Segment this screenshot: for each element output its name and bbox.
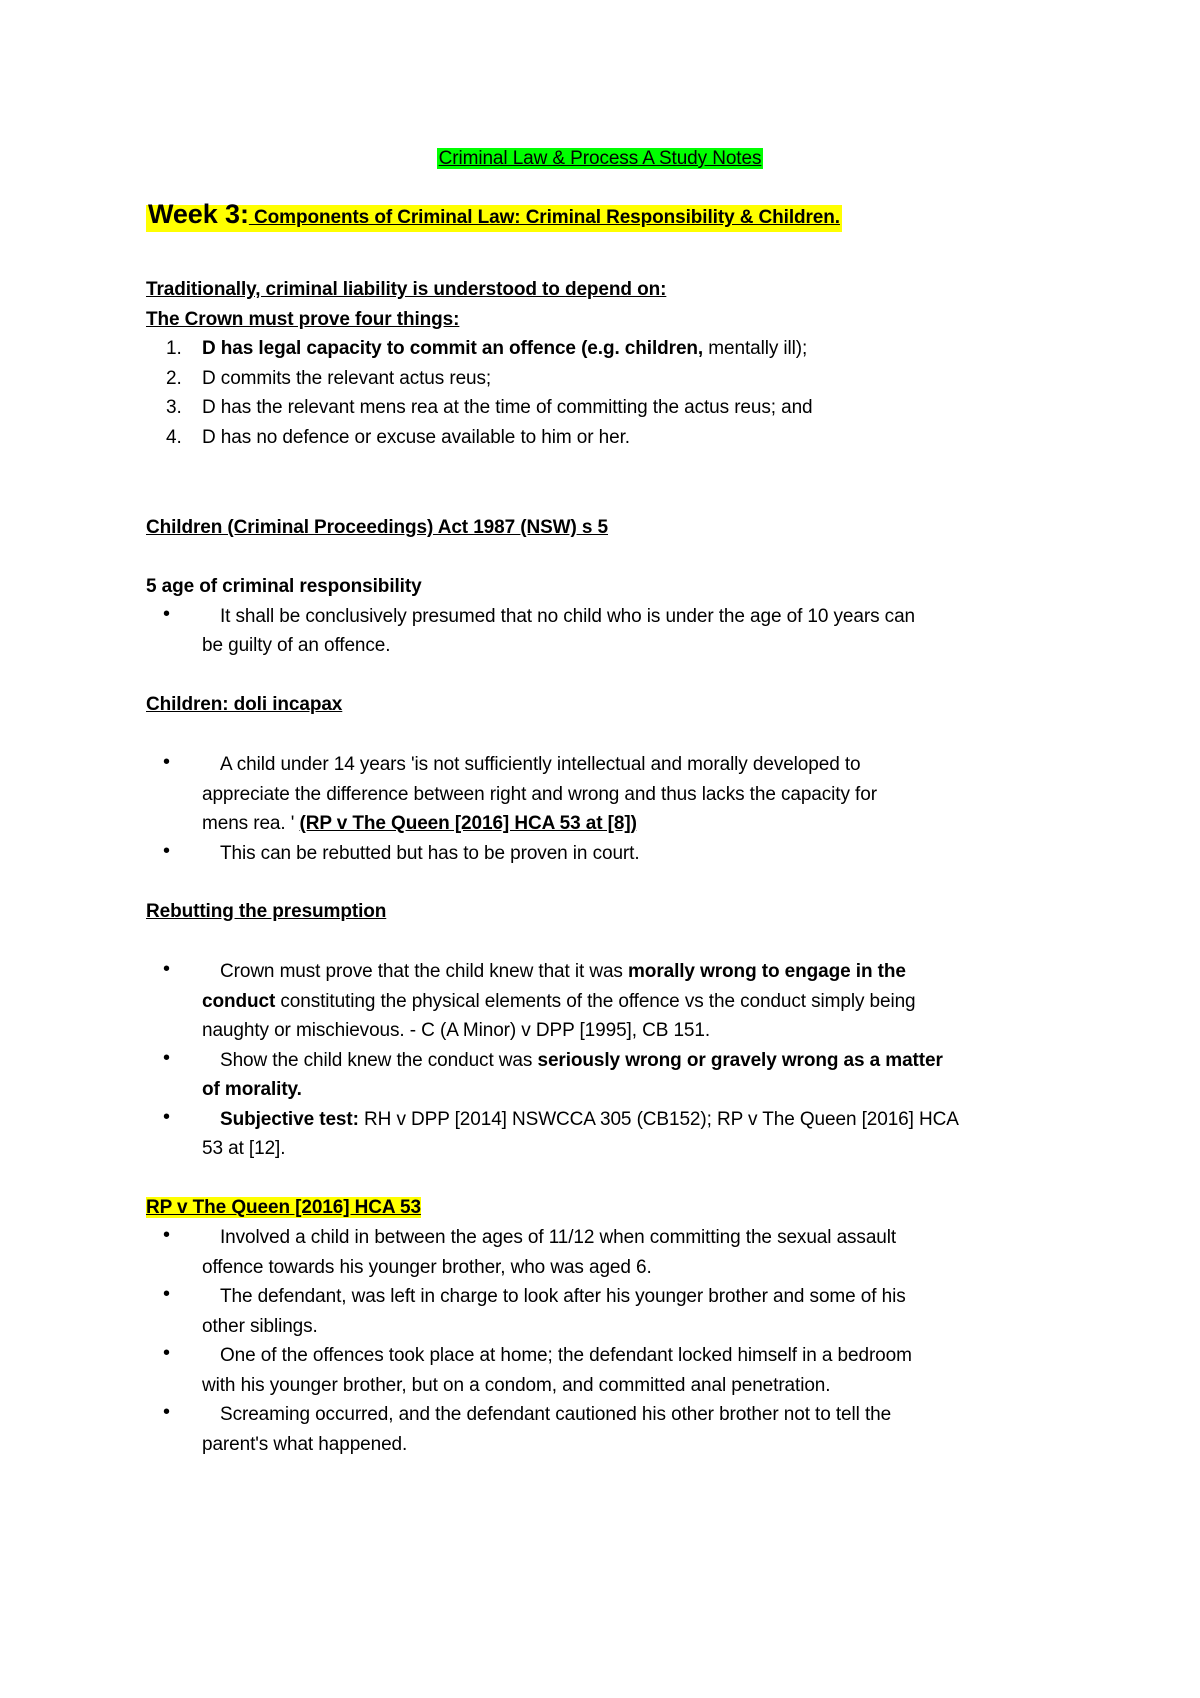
rebut-heading-text: Rebutting the presumption — [146, 901, 387, 922]
bullet-icon: • — [163, 1342, 170, 1364]
bullet-text: This can be rebutted but has to be proven in court. — [220, 842, 640, 864]
bullet-text: One of the offences took place at home; the defendant locked himself in a bedroom — [220, 1345, 912, 1366]
bullet-icon: • — [163, 1224, 170, 1246]
bullet-text: Crown must prove that the child knew that it was — [220, 961, 629, 982]
act-subheading: 5 age of criminal responsibility — [146, 576, 422, 597]
bullet-text-cont: constituting the physical elements of the offence vs the conduct simply being — [275, 990, 916, 1012]
bullet-text-cont: parent's what happened. — [202, 1433, 408, 1455]
item-text: D has no defence or excuse available to him or her. — [202, 426, 630, 448]
list-item — [146, 1341, 1066, 1400]
list-item — [146, 393, 1066, 423]
item-number: 1. — [166, 338, 182, 359]
list-item — [146, 1400, 1066, 1459]
bullet-icon: • — [163, 839, 170, 862]
rebut-heading — [146, 897, 1066, 927]
rp-section — [146, 1223, 1066, 1459]
bullet-text-cont: appreciate the difference between right and wrong and thus lacks the capacity for — [202, 783, 877, 805]
list-item — [146, 1282, 1066, 1341]
item-text: D has the relevant mens rea at the time of committing the actus reus; and — [202, 397, 813, 418]
doli-bullet-list — [146, 750, 1066, 868]
bullet-icon: • — [163, 1105, 170, 1128]
list-item — [146, 602, 1066, 661]
bullet-text: It shall be conclusively presumed that no child who is under the age of 10 years can — [220, 605, 916, 627]
bullet-icon: • — [163, 958, 170, 980]
list-item — [146, 423, 1066, 453]
bullet-icon: • — [163, 602, 170, 625]
item-text: mentally ill); — [703, 338, 808, 359]
intro-line1: Traditionally, criminal liability is understood to depend on: — [146, 279, 667, 300]
bullet-text-cont: be guilty of an offence. — [202, 635, 391, 656]
list-item — [146, 364, 1066, 394]
title-text: Criminal Law & Process A Study Notes — [438, 148, 762, 169]
bullet-icon: • — [163, 751, 170, 773]
week-topic: Components of Criminal Law: Criminal Responsibility & Children. — [248, 207, 840, 228]
act-bullet-list — [146, 602, 1066, 661]
bullet-icon: • — [163, 1401, 170, 1423]
bullet-text: The defendant, was left in charge to look after his younger brother and some of his — [220, 1286, 906, 1307]
list-item — [146, 957, 1066, 1046]
bullet-text-cont: naughty or mischievous. - C (A Minor) v DPP [1995], CB 151. — [202, 1020, 711, 1041]
rp-bullet-list — [146, 1223, 1066, 1459]
bullet-text-cont: with his younger brother, but on a condom, and committed anal penetration. — [202, 1374, 831, 1396]
list-item — [146, 839, 1066, 869]
bullet-text: Involved a child in between the ages of 11/12 when committing the sexual assault — [220, 1227, 897, 1248]
rp-heading-text: RP v The Queen [2016] HCA 53 — [146, 1197, 421, 1218]
bullet-icon: • — [163, 1283, 170, 1305]
intro-line2: The Crown must prove four things: — [146, 308, 460, 330]
act-section — [146, 572, 1066, 661]
rp-heading — [146, 1193, 1066, 1223]
bullet-text: RH v DPP [2014] NSWCCA 305 (CB152); RP v The Queen [2016] HCA — [358, 1108, 959, 1130]
week-heading — [146, 195, 842, 237]
item-number: 4. — [166, 426, 182, 448]
bullet-icon: • — [163, 1046, 170, 1069]
bullet-bold-text: seriously wrong or gravely wrong as a matter — [537, 1049, 943, 1071]
bullet-text: Screaming occurred, and the defendant cautioned his other brother not to tell the — [220, 1404, 892, 1425]
list-item — [146, 334, 1066, 364]
bullet-text-cont: mens rea. ' — [202, 813, 300, 834]
item-text: D commits the relevant actus reus; — [202, 367, 492, 389]
bullet-text-cont: 53 at [12]. — [202, 1138, 286, 1159]
list-item — [146, 1105, 1066, 1164]
case-citation: (RP v The Queen [2016] HCA 53 at [8]) — [299, 813, 637, 834]
act-heading-text: Children (Criminal Proceedings) Act 1987 (NSW) s 5 — [146, 517, 609, 538]
list-item — [146, 750, 1066, 839]
bullet-text-cont: offence towards his younger brother, who was aged 6. — [202, 1256, 652, 1278]
bullet-bold-text: Subjective test: — [220, 1108, 359, 1130]
rebut-section — [146, 957, 1066, 1164]
intro-section — [146, 275, 1066, 452]
list-item — [146, 1223, 1066, 1282]
bullet-bold-text: of morality. — [202, 1079, 302, 1100]
requirements-list — [146, 334, 1066, 452]
list-item — [146, 1046, 1066, 1105]
bullet-text: Show the child knew the conduct was — [220, 1049, 538, 1071]
bullet-bold-text: morally wrong to engage in the — [628, 961, 906, 982]
act-heading — [146, 513, 1066, 543]
doli-heading-text: Children: doli incapax — [146, 694, 343, 715]
week-label: Week 3: — [148, 199, 249, 229]
bullet-text-cont: other siblings. — [202, 1315, 318, 1337]
doli-heading — [146, 690, 1066, 720]
item-bold-text: D has legal capacity to commit an offence (e.g. children, — [202, 338, 704, 359]
item-number: 2. — [166, 367, 182, 389]
bullet-text: A child under 14 years 'is not sufficiently intellectual and morally developed to — [220, 754, 861, 775]
document-title — [0, 145, 1200, 173]
bullet-bold-text: conduct — [202, 990, 276, 1012]
rebut-bullet-list — [146, 957, 1066, 1164]
doli-section — [146, 750, 1066, 868]
item-number: 3. — [166, 397, 182, 418]
